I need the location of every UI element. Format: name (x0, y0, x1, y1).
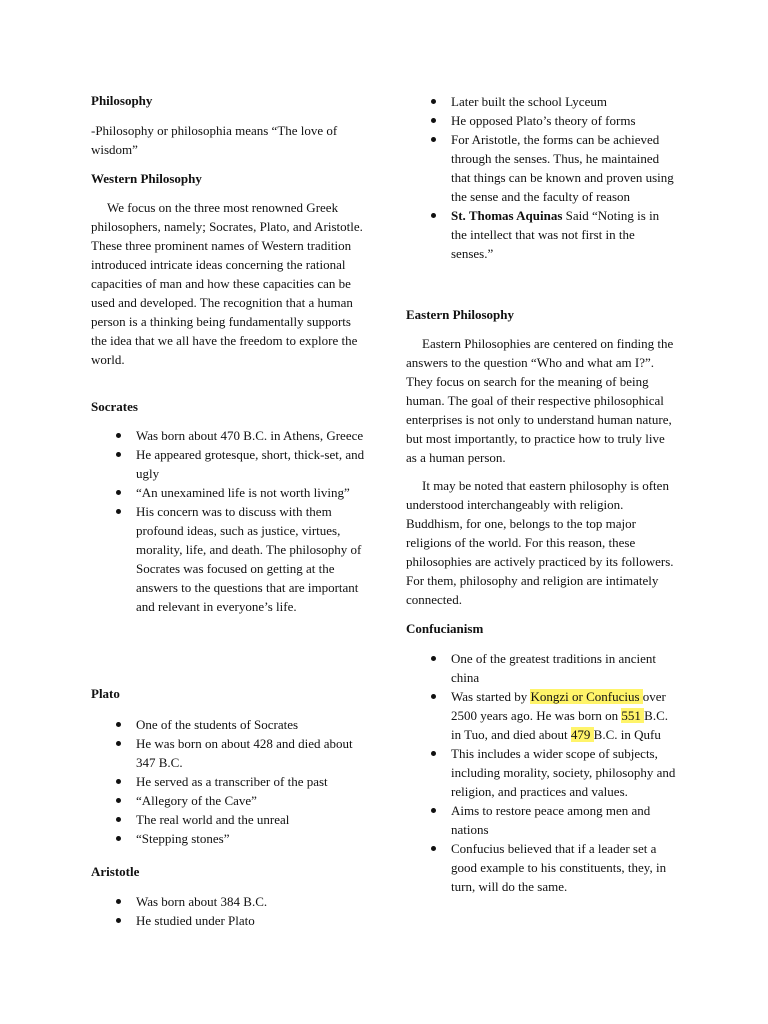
list-item: “An unexamined life is not worth living” (91, 483, 366, 502)
list-item: Aims to restore peace among men and nations (406, 801, 678, 839)
aquinas-item (406, 206, 678, 263)
aquinas-name: St. Thomas Aquinas (451, 208, 563, 223)
list-item: Later built the school Lyceum (406, 92, 678, 111)
list-item: He was born on about 428 and died about 347 B.C. (91, 734, 366, 772)
highlight-birth-year: 551 (621, 708, 645, 723)
philosophy-definition: -Philosophy or philosophia means “The love of wisdom” (91, 123, 338, 157)
text-run: Was started by (451, 689, 531, 704)
list-item: Was born about 384 B.C. (91, 892, 366, 911)
socrates-list (91, 426, 366, 616)
list-item: One of the students of Socrates (91, 715, 366, 734)
confucianism-heading: Confucianism (406, 621, 484, 636)
list-item: This includes a wider scope of subjects, including morality, society, philosophy and religion, and practices and values. (406, 744, 678, 801)
highlight-confucius: Kongzi or Confucius (530, 689, 643, 704)
list-item (406, 687, 678, 744)
plato-heading: Plato (91, 686, 120, 701)
highlight-death-year: 479 (570, 727, 594, 742)
list-item: His concern was to discuss with them profound ideas, such as justice, virtues, morality, life, and death. The philosophy of Socrates was focused on getting at the answers to the questions that are important and relevant in everyone’s life. (91, 502, 366, 616)
list-item: He served as a transcriber of the past (91, 772, 366, 791)
list-item: He appeared grotesque, short, thick-set, and ugly (91, 445, 366, 483)
text-run: B.C. in Tuo, and died about (451, 708, 668, 742)
text-run: over 2500 years ago. He was born on (451, 689, 666, 723)
list-item: “Allegory of the Cave” (91, 791, 366, 810)
list-item: The real world and the unreal (91, 810, 366, 829)
aristotle-list-left (91, 892, 366, 930)
list-item: “Stepping stones” (91, 829, 366, 848)
confucianism-list (406, 649, 678, 896)
eastern-philosophy-paragraph-1: Eastern Philosophies are centered on finding the answers to the question “Who and what am I?”. They focus on search for the meaning of being human. The goal of their respective philosophical enterprises is not only to understand human nature, but most importantly, to practice how to truly live as a human person. (406, 336, 674, 465)
aquinas-quote: Said “Noting is in the intellect that was not first in the senses.” (451, 208, 660, 261)
text-run: B.C. in Qufu (593, 727, 661, 742)
aristotle-heading: Aristotle (91, 864, 140, 879)
eastern-philosophy-paragraph-2: It may be noted that eastern philosophy is often understood interchangeably with religion. Buddhism, for one, belongs to the top major religions of the world. For this reason, these philosophies are actively practiced by its followers. For them, philosophy and religion are intimately connected. (406, 478, 674, 607)
eastern-philosophy-heading: Eastern Philosophy (406, 307, 514, 322)
western-philosophy-text: We focus on the three most renowned Greek philosophers, namely; Socrates, Plato, and Aristotle. These three prominent names of Western tradition introduced intricate ideas concerning the rational capacities of man and how these capacities can be used and developed. The recognition that a human person is a thinking being fundamentally supports the idea that we all have the freedom to explore the world. (91, 200, 363, 367)
list-item: For Aristotle, the forms can be achieved through the senses. Thus, he maintained that things can be known and proven using the sense and the faculty of reason (406, 130, 678, 206)
plato-list (91, 715, 366, 848)
page-title: Philosophy (91, 93, 153, 108)
list-item: Was born about 470 B.C. in Athens, Greece (91, 426, 366, 445)
list-item: He opposed Plato’s theory of forms (406, 111, 678, 130)
list-item: He studied under Plato (91, 911, 366, 930)
western-philosophy-heading: Western Philosophy (91, 171, 202, 186)
aristotle-list-right (406, 92, 678, 263)
socrates-heading: Socrates (91, 399, 138, 414)
list-item: Confucius believed that if a leader set a good example to his constituents, they, in turn, will do the same. (406, 839, 678, 896)
list-item: One of the greatest traditions in ancient china (406, 649, 678, 687)
